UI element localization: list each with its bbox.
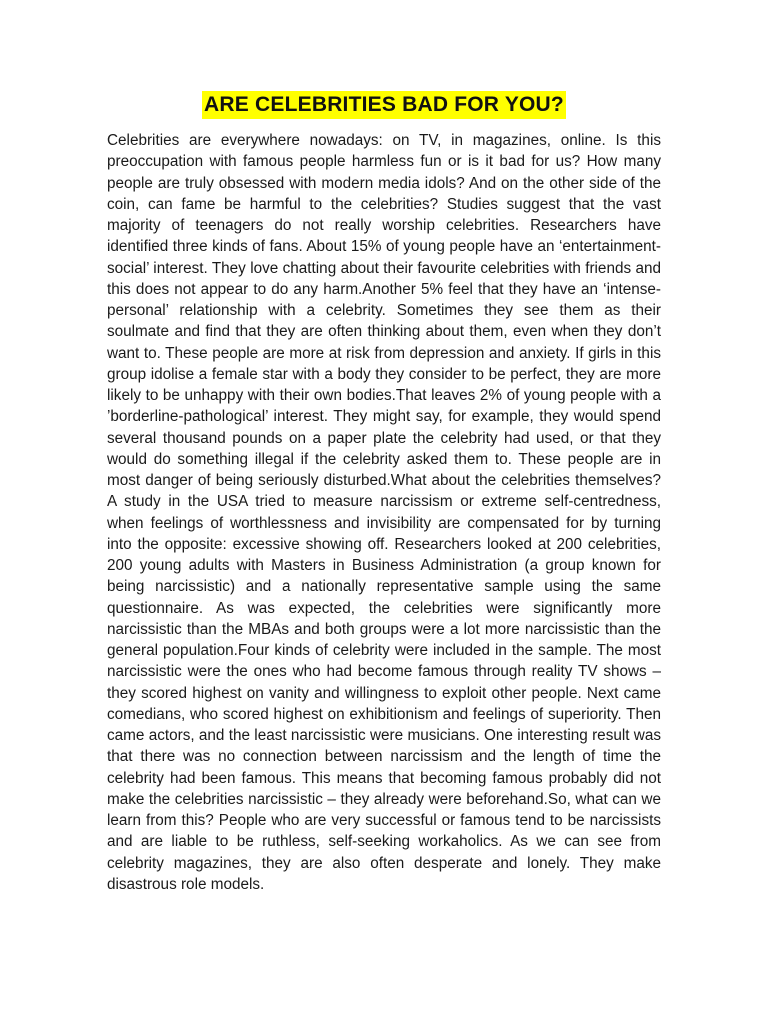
document-title: ARE CELEBRITIES BAD FOR YOU? (202, 91, 566, 119)
body-paragraph: Celebrities are everywhere nowadays: on TV, in magazines, online. Is this preoccupation with famous people harmless fun or is it bad for us? How many people are truly obsessed with modern media idols? And on the other side of the coin, can fame be harmful to the celebrities? Studies suggest that the vast majority of teenagers do not really worship celebrities. Researchers have identified three kinds of fans. About 15% of young people have an ‘entertainment-social’ interest. They love chatting about their favourite celebrities with friends and this does not appear to do any harm.Another 5% feel that they have an ‘intense-personal’ relationship with a celebrity. Sometimes they see them as their soulmate and find that they are often thinking about them, even when they don’t want to. These people are more at risk from depression and anxiety. If girls in this group idolise a female star with a body they consider to be perfect, they are more likely to be unhappy with their own bodies.That leaves 2% of young people with a ’borderline-pathological’ interest. They might say, for example, they would spend several thousand pounds on a paper plate the celebrity had used, or that they would do something illegal if the celebrity asked them to. These people are in most danger of being seriously disturbed.What about the celebrities themselves? A study in the USA tried to measure narcissism or extreme self-centredness, when feelings of worthlessness and invisibility are compensated for by turning into the opposite: excessive showing off. Researchers looked at 200 celebrities, 200 young adults with Masters in Business Administration (a group known for being narcissistic) and a nationally representative sample using the same questionnaire. As was expected, the celebrities were significantly more narcissistic than the MBAs and both groups were a lot more narcissistic than the general population.Four kinds of celebrity were included in the sample. The most narcissistic were the ones who had become famous through reality TV shows – they scored highest on vanity and willingness to exploit other people. Next came comedians, who scored highest on exhibitionism and feelings of superiority. Then came actors, and the least narcissistic were musicians. One interesting result was that there was no connection between narcissism and the length of time the celebrity had been famous. This means that becoming famous probably did not make the celebrities narcissistic – they already were beforehand.So, what can we learn from this? People who are very successful or famous tend to be narcissists and are liable to be ruthless, self-seeking workaholics. As we can see from celebrity magazines, they are also often desperate and lonely. They make disastrous role models. (107, 132, 661, 893)
title-container (0, 91, 768, 119)
